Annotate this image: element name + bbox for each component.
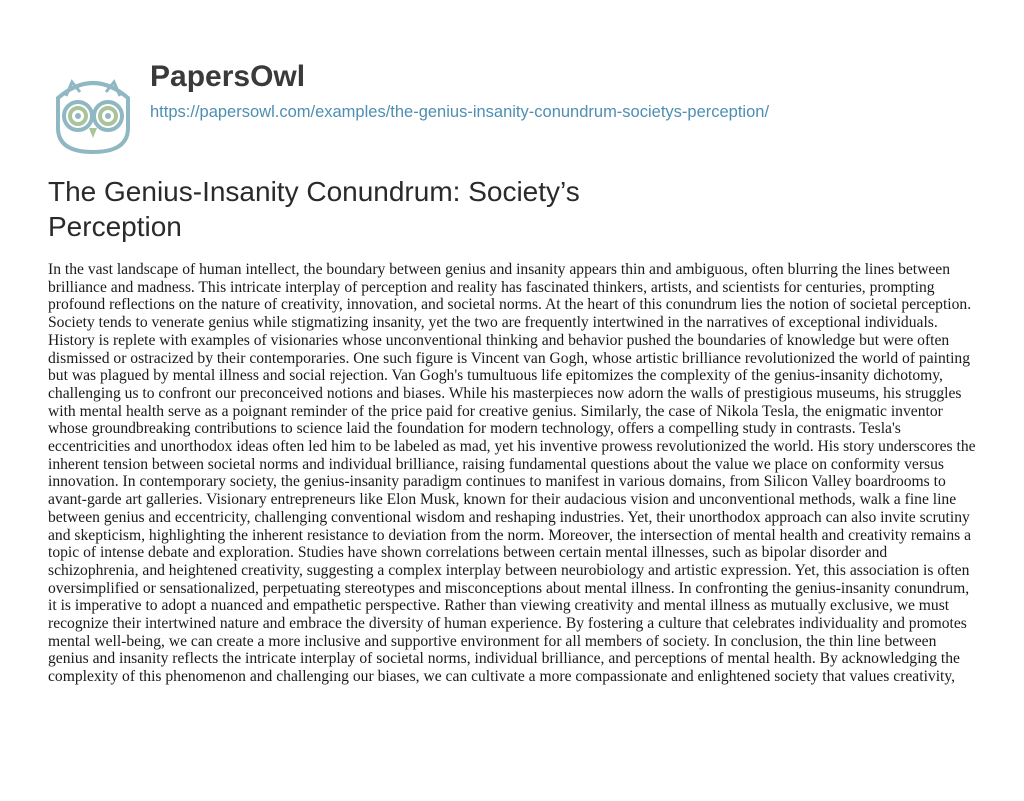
article-title: The Genius-Insanity Conundrum: Society’s Perception <box>48 176 580 242</box>
article-body: In the vast landscape of human intellect, the boundary between genius and insanity appears thin and ambiguous, often blurring the lines between brilliance and madness. This intricate interplay of perception and reality has fascinated thinkers, artists, and scientists for centuries, prompting profound reflections on the nature of creativity, innovation, and societal norms. At the heart of this conundrum lies the notion of societal perception. Society tends to venerate genius while stigmatizing insanity, yet the two are frequently intertwined in the narratives of exceptional individuals. History is replete with examples of visionaries whose unconventional thinking and behavior pushed the boundaries of knowledge but were often dismissed or ostracized by their contemporaries. One such figure is Vincent van Gogh, whose artistic brilliance revolutionized the world of painting but was plagued by mental illness and social rejection. Van Gogh's tumultuous life epitomizes the complexity of the genius-insanity dichotomy, challenging us to confront our preconceived notions and biases. While his masterpieces now adorn the walls of prestigious museums, his struggles with mental health serve as a poignant reminder of the price paid for creative genius. Similarly, the case of Nikola Tesla, the enigmatic inventor whose groundbreaking contributions to science laid the foundation for modern technology, offers a compelling study in contrasts. Tesla's eccentricities and unorthodox ideas often led him to be labeled as mad, yet his inventive prowess revolutionized the world. His story underscores the inherent tension between societal norms and individual brilliance, raising fundamental questions about the value we place on conformity versus innovation. In contemporary society, the genius-insanity paradigm continues to manifest in various domains, from Silicon Valley boardrooms to avant-garde art galleries. Visionary entrepreneurs like Elon Musk, known for their audacious vision and unconventional methods, walk a fine line between genius and eccentricity, challenging conventional wisdom and reshaping industries. Yet, their unorthodox approach can also invite scrutiny and skepticism, highlighting the inherent resistance to deviation from the norm. Moreover, the intersection of mental health and creativity remains a topic of intense debate and exploration. Studies have shown correlations between certain mental illnesses, such as bipolar disorder and schizophrenia, and heightened creativity, suggesting a complex interplay between neurobiology and artistic expression. Yet, this association is often oversimplified or sensationalized, perpetuating stereotypes and misconceptions about mental illness. In confronting the genius-insanity conundrum, it is imperative to adopt a nuanced and empathetic perspective. Rather than viewing creativity and mental illness as mutually exclusive, we must recognize their intertwined nature and embrace the diversity of human experience. By fostering a culture that celebrates individuality and promotes mental well-being, we can create a more inclusive and supportive environment for all members of society. In conclusion, the thin line between genius and insanity reflects the intricate interplay of societal norms, individual brilliance, and perceptions of mental health. By acknowledging the complexity of this phenomenon and challenging our biases, we can cultivate a more compassionate and enlightened society that values creativity, <box>48 261 976 686</box>
brand-block <box>150 58 769 122</box>
owl-logo-icon[interactable] <box>48 66 138 156</box>
site-header <box>48 58 769 148</box>
brand-name[interactable]: PapersOwl <box>150 60 306 93</box>
article-url-link[interactable]: https://papersowl.com/examples/the-genius-insanity-conundrum-societys-perception/ <box>150 103 770 121</box>
